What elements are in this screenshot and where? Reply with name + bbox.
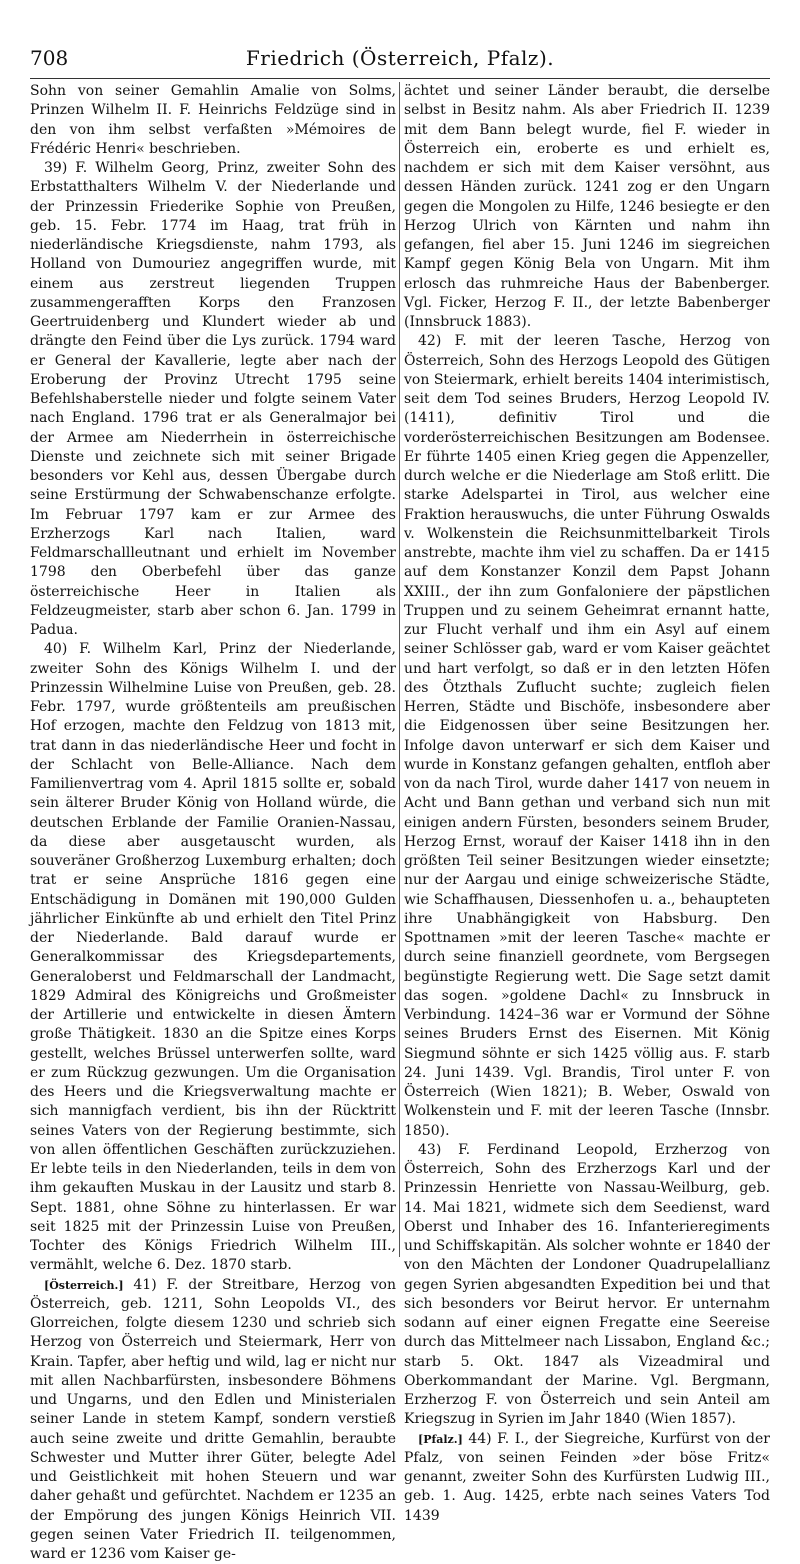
entry-42: 42) F. mit der leeren Tasche, Herzog von Österreich, Sohn des Herzogs Leopold des Gütigen von Steiermark, erhielt bereits 1404 interimistisch, seit dem Tod seines Bruders, Herzog Leopold IV. (1411), definitiv Tirol und die vorderösterreichischen Besitzungen am Bodensee. Er führte 1405 einen Krieg gegen die Appenzeller, durch welche er die Niederlage am Stoß erlitt. Die starke Adelspartei in Tirol, aus welcher eine Fraktion herauswuchs, die unter Führung Oswalds v. Wolkenstein die Reichsunmittelbarkeit Tirols anstrebte, machte ihm viel zu schaffen. Da er 1415 auf dem Konstanzer Konzil dem Papst Johann XXIII., der ihn zum Gonfaloniere der päpstlichen Truppen und zu seinem Geheimrat ernannt hatte, zur Flucht verhalf und ihm ein Asyl auf einem seiner Schlösser gab, ward er vom Kaiser geächtet und hart verfolgt, so daß er in den letzten Höfen des Ötzthals Zuflucht suchte; zugleich fielen Herren, Städte und Bischöfe, insbesondere aber die Eidgenossen über seine Besitzungen her. Infolge davon unterwarf er sich dem Kaiser und wurde in Konstanz gefangen gehalten, entfloh aber von da nach Tirol, wurde daher 1417 von neuem in Acht und Bann gethan und verband sich nun mit einigen andern Fürsten, besonders seinem Bruder, Herzog Ernst, worauf der Kaiser 1418 ihn in den größten Teil seiner Besitzungen wieder einsetzte; nur der Aargau und einige schweizerische Städte, wie Schaffhausen, Diessenhofen u. a., behaupteten ihre Unabhängigkeit von Habsburg. Den Spottnamen »mit der leeren Tasche« machte er durch seine finanziell geordnete, vom Bergsegen begünstigte Regierung wett. Die Sage setzt damit das sogen. »goldene Dachl« zu Innsbruck in Verbindung. 1424–36 war er Vormund der Söhne seines Bruders Ernst des Eisernen. Mit König Siegmund söhnte er sich 1425 völlig aus. F. starb 24. Juni 1439. Vgl. Brandis, Tirol unter F. von Österreich (Wien 1821); B. Weber, Oswald von Wolkenstein und F. mit der leeren Tasche (Innsbr. 1850). [404,332,770,1141]
entry-43: 43) F. Ferdinand Leopold, Erzherzog von Österreich, Sohn des Erzherzogs Karl und der Prinzessin Henriette von Nassau-Weilburg, geb. 14. Mai 1821, widmete sich dem Seedienst, ward Oberst und Inhaber des 16. Infanterieregiments und Schiffskapitän. Als solcher wohnte er 1840 der von den Mächten der Londoner Quadrupelallianz gegen Syrien abgesandten Expedition bei und that sich besonders vor Beirut hervor. Er unternahm sodann auf einer eignen Fregatte eine Seereise durch das Mittelmeer nach Lissabon, England &c.; starb 5. Okt. 1847 als Vizeadmiral und Oberkommandant der Marine. Vgl. Bergmann, Erzherzog F. von Österreich und sein Anteil am Kriegszug in Syrien im Jahr 1840 (Wien 1857). [404,1141,770,1430]
header-rule [30,78,770,79]
entry-41 [30,1276,396,1564]
entry-44 [404,1430,770,1526]
column-divider [399,82,400,1257]
page-number: 708 [30,46,68,70]
right-column [404,82,770,1262]
entry-44-text: 44) F. I., der Siegreiche, Kurfürst von der Pfalz, von seinen Feinden »der böse Fritz« genannt, zweiter Sohn des Kurfürsten Ludwig III., geb. 1. Aug. 1425, erbte nach seines Vaters Tod 1439 [404,1431,770,1524]
entry-38-continuation: Sohn von seiner Gemahlin Amalie von Solms, Prinzen Wilhelm II. F. Heinrichs Feldzüge sind in den von ihm selbst verfaßten »Mémoires de Frédéric Henri« beschrieben. [30,82,396,159]
running-head: Friedrich (Österreich, Pfalz). [30,46,770,70]
section-label-palatinate: [Pfalz.] [418,1433,463,1446]
entry-41-continuation: ächtet und seiner Länder beraubt, die derselbe selbst in Besitz nahm. Als aber Friedrich II. 1239 mit dem Bann belegt wurde, fiel F. wieder in Österreich ein, eroberte es und erhielt es, nachdem er sich mit dem Kaiser versöhnt, aus dessen Händen zurück. 1241 zog er den Ungarn gegen die Mongolen zu Hilfe, 1246 besiegte er den Herzog Ulrich von Kärnten und nahm ihn gefangen, fiel aber 15. Juni 1246 im siegreichen Kampf gegen König Bela von Ungarn. Mit ihm erlosch das ruhmreiche Haus der Babenberger. Vgl. Ficker, Herzog F. II., der letzte Babenberger (Innsbruck 1883). [404,82,770,332]
entry-40: 40) F. Wilhelm Karl, Prinz der Niederlande, zweiter Sohn des Königs Wilhelm I. und der Prinzessin Wilhelmine Luise von Preußen, geb. 28. Febr. 1797, wurde größtenteils am preußischen Hof erzogen, machte den Feldzug von 1813 mit, trat dann in das niederländische Heer und focht in der Schlacht von Belle-Alliance. Nach dem Familienvertrag vom 4. April 1815 sollte er, sobald sein älterer Bruder König von Holland würde, die deutschen Erblande der Familie Oranien-Nassau, da diese aber ausgetauscht wurden, als souveräner Großherzog Luxemburg erhalten; doch trat er seine Ansprüche 1816 gegen eine Entschädigung in Domänen mit 190,000 Gulden jährlicher Einkünfte ab und erhielt den Titel Prinz der Niederlande. Bald darauf wurde er Generalkommissar des Kriegsdepartements, Generaloberst und Feldmarschall der Landmacht, 1829 Admiral des Königreichs und Großmeister der Artillerie und entwickelte in diesen Ämtern große Thätigkeit. 1830 an die Spitze eines Korps gestellt, welches Brüssel unterwerfen sollte, ward er zum Rückzug gezwungen. Um die Organisation des Heers und die Kriegsverwaltung machte er sich mannigfach verdient, bis ihn der Rücktritt seines Vaters von der Regierung bestimmte, sich von allen öffentlichen Geschäften zurückzuziehen. Er lebte teils in den Niederlanden, teils in dem von ihm gekauften Muskau in der Lausitz und starb 8. Sept. 1881, ohne Söhne zu hinterlassen. Er war seit 1825 mit der Prinzessin Luise von Preußen, Tochter des Königs Friedrich Wilhelm III., vermählt, welche 6. Dez. 1870 starb. [30,640,396,1275]
entry-41-text: 41) F. der Streitbare, Herzog von Österreich, geb. 1211, Sohn Leopolds VI., des Glorreichen, folgte diesem 1230 und schrieb sich Herzog von Österreich und Steiermark, Herr von Krain. Tapfer, aber heftig und wild, lag er nicht nur mit allen Nachbarfürsten, insbesondere Böhmens und Ungarns, und den Edlen und Ministerialen seiner Lande in stetem Kampf, sondern verstieß auch seine zweite und dritte Gemahlin, beraubte Schwester und Mutter ihrer Güter, belegte Adel und Geistlichkeit mit hohen Steuern und war daher gehaßt und gefürchtet. Nachdem er 1235 an der Empörung des jungen Königs Heinrich VII. gegen seinen Vater Friedrich II. teilgenommen, ward er 1236 vom Kaiser ge- [30,1277,396,1563]
section-label-austria: [Österreich.] [44,1279,124,1292]
page-header [30,46,770,76]
left-column [30,82,396,1262]
entry-39: 39) F. Wilhelm Georg, Prinz, zweiter Sohn des Erbstatthalters Wilhelm V. der Niederlande und der Prinzessin Friederike Sophie von Preußen, geb. 15. Febr. 1774 im Haag, trat früh in niederländische Kriegsdienste, nahm 1793, als Holland von Dumouriez angegriffen wurde, mit einem aus zerstreut liegenden Truppen zusammengerafften Korps den Franzosen Geertruidenberg und Klundert wieder ab und drängte den Feind über die Lys zurück. 1794 ward er General der Kavallerie, legte aber nach der Eroberung der Provinz Utrecht 1795 seine Befehlshaberstelle nieder und folgte seinem Vater nach England. 1796 trat er als Generalmajor bei der Armee am Niederrhein in österreichische Dienste und zeichnete sich mit seiner Brigade besonders vor Kehl aus, dessen Übergabe durch seine Erstürmung der Schwabenschanze erfolgte. Im Februar 1797 kam er zur Armee des Erzherzogs Karl nach Italien, ward Feldmarschallleutnant und erhielt im November 1798 den Oberbefehl über das ganze österreichische Heer in Italien als Feldzeugmeister, starb aber schon 6. Jan. 1799 in Padua. [30,159,396,640]
